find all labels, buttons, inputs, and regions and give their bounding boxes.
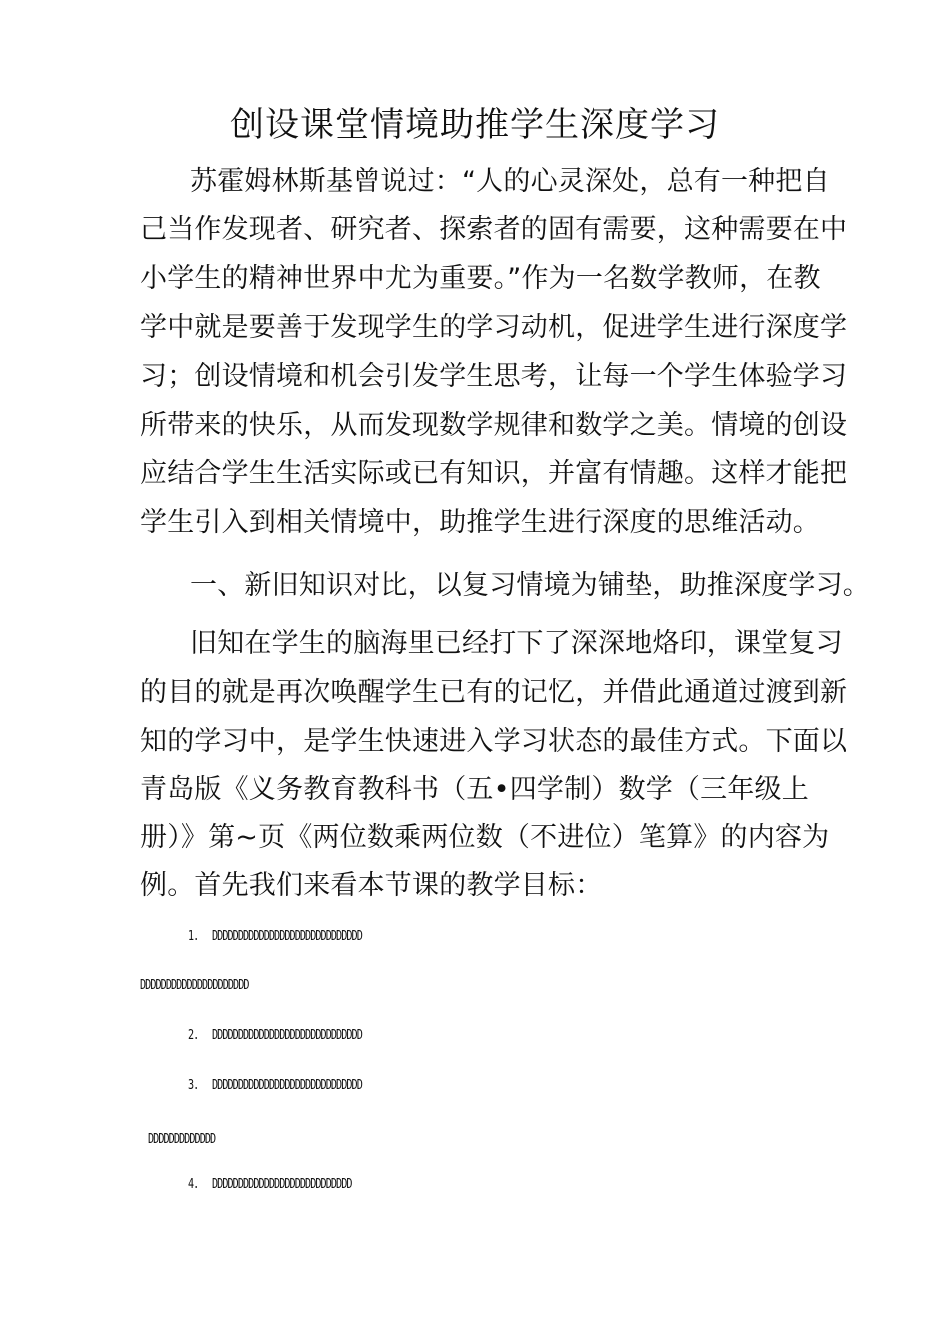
intro-line: 学生引入到相关情境中，助推学生进行深度的思维活动。 xyxy=(140,507,820,538)
intro-line: 小学生的精神世界中尤为重要。”作为一名数学教师，在教 xyxy=(140,263,821,294)
objective-text: DDDDDDDDDDDDDDDDDDDDDDDDDDDDD xyxy=(212,1078,362,1093)
objective-text: DDDDDDDDDDDDDDDDDDDDDDDDDDDDD xyxy=(212,1028,362,1043)
section-line: 旧知在学生的脑海里已经打下了深深地烙印，课堂复习 xyxy=(190,628,843,659)
objective-text: DDDDDDDDDDDDDDDDDDDDDDDDDDD xyxy=(212,1177,352,1192)
intro-line: 所带来的快乐，从而发现数学规律和数学之美。情境的创设 xyxy=(140,410,848,441)
intro-line: 习；创设情境和机会引发学生思考，让每一个学生体验学习 xyxy=(140,361,848,392)
intro-line: 苏霍姆林斯基曾说过：“人的心灵深处，总有一种把自 xyxy=(190,166,830,197)
section-heading: 一、新旧知识对比，以复习情境为铺垫，助推深度学习。 xyxy=(190,570,870,601)
objective-number: 1. xyxy=(188,929,199,944)
objective-number: 4. xyxy=(188,1177,199,1192)
intro-line: 应结合学生生活实际或已有知识，并富有情趣。这样才能把 xyxy=(140,458,848,489)
document-title: 创设课堂情境助推学生深度学习 xyxy=(230,105,720,145)
intro-line: 学中就是要善于发现学生的学习动机，促进学生进行深度学 xyxy=(140,312,848,343)
objective-continuation: DDDDDDDDDDDDD xyxy=(148,1132,216,1147)
section-line: 知的学习中，是学生快速进入学习状态的最佳方式。下面以 xyxy=(140,726,848,757)
objective-number: 3. xyxy=(188,1078,199,1093)
section-line: 册）》第~页《两位数乘两位数（不进位）笔算》的内容为 xyxy=(140,822,830,853)
section-line: 例。首先我们来看本节课的教学目标： xyxy=(140,870,603,901)
objective-text: DDDDDDDDDDDDDDDDDDDDDDDDDDDDD xyxy=(212,929,362,944)
section-line: 的目的就是再次唤醒学生已有的记忆，并借此通道过渡到新 xyxy=(140,677,848,708)
intro-line: 己当作发现者、研究者、探索者的固有需要，这种需要在中 xyxy=(140,214,848,245)
section-line: 青岛版《义务教育教科书（五•四学制）数学（三年级上 xyxy=(140,774,809,805)
objective-number: 2. xyxy=(188,1028,199,1043)
objective-continuation: DDDDDDDDDDDDDDDDDDDDD xyxy=(140,978,249,993)
